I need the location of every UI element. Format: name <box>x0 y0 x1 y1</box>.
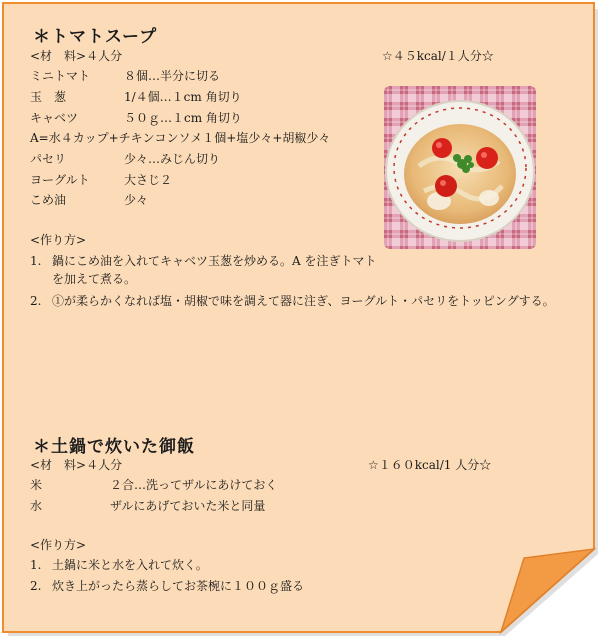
ingredient-name: パセリ <box>30 152 67 166</box>
step-number: 2. <box>30 294 42 308</box>
ingredient-amount: 少々…みじん切り <box>124 152 221 166</box>
ingredient-name: ミニトマト <box>30 69 91 83</box>
ingredient-name: 米 <box>30 478 43 492</box>
ingredient-amount: ５０ｇ…１cm 角切り <box>124 111 242 125</box>
ingredient-line-a: A=水４カップ+チキンコンソメ１個+塩少々+胡椒少々 <box>30 131 331 145</box>
step-number: 2. <box>30 579 42 593</box>
ingredient-name: こめ油 <box>30 193 67 207</box>
recipe2-materials-header: <材 料>４人分 <box>30 458 123 472</box>
recipe2-title: ＊土鍋で炊いた御飯 <box>33 437 195 457</box>
step-text: 土鍋に米と水を入れて炊く。 <box>52 558 208 572</box>
step-number: 1. <box>30 254 42 268</box>
step-text: 鍋にこめ油を入れてキャベツ玉葱を炒める。A を注ぎトマトを加えて煮る。 <box>52 254 377 286</box>
recipe2-method-header: <作り方> <box>30 538 87 552</box>
recipe1-title: ＊トマトスープ <box>33 27 158 47</box>
ingredient-name: 水 <box>30 499 43 513</box>
ingredient-amount: 少々 <box>124 193 149 207</box>
ingredient-amount: ２合…洗ってザルにあけておく <box>110 478 278 492</box>
step-number: 1. <box>30 558 42 572</box>
ingredient-name: 玉 葱 <box>30 90 67 104</box>
recipe1-method-header: <作り方> <box>30 233 87 247</box>
recipe1-calories: ☆４５kcal/１人分☆ <box>382 49 494 63</box>
ingredient-amount: ザルにあげておいた米と同量 <box>110 499 266 513</box>
ingredient-amount: 1/４個…１cm 角切り <box>124 90 242 104</box>
soup-photo <box>384 86 536 249</box>
ingredient-name: ヨーグルト <box>30 173 90 187</box>
recipe1-materials-header: <材 料>４人分 <box>30 49 123 63</box>
ingredient-name: キャベツ <box>30 111 79 125</box>
step-text: ①が柔らかくなれば塩・胡椒で味を調えて器に注ぎ、ヨーグルト・パセリをトッピングする。 <box>52 294 555 308</box>
recipe2-calories: ☆１６０kcal/1 人分☆ <box>368 458 492 472</box>
step-text: 炊き上がったら蒸らしてお茶椀に１００ｇ盛る <box>52 579 305 593</box>
ingredient-amount: 大さじ２ <box>124 173 173 187</box>
ingredient-amount: ８個…半分に切る <box>124 69 221 83</box>
